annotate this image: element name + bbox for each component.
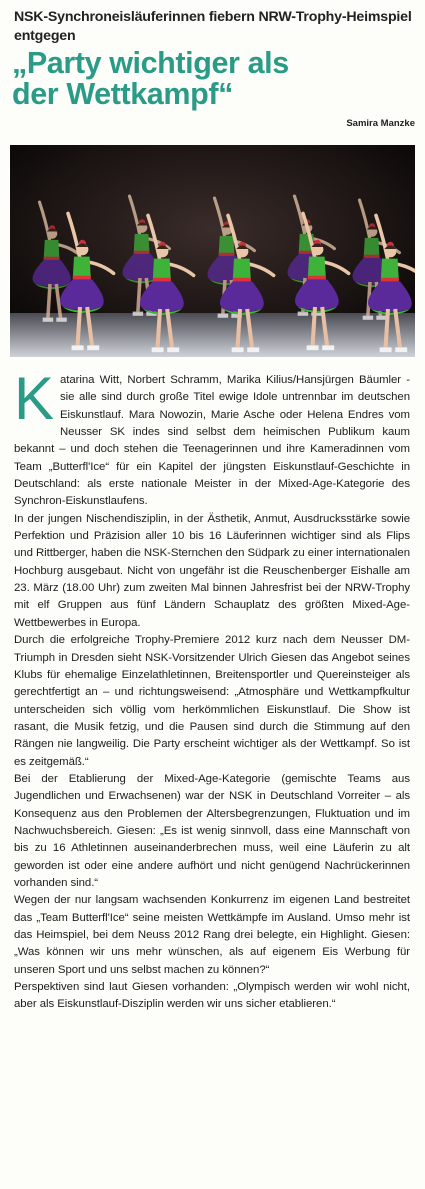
article-paragraph: Durch die erfolgreiche Trophy-Premiere 2012 kurz nach dem Neusser DM-Triumph in Dresden sieht NSK-Vorsitzender Ulrich Giesen das Angebot seines Klubs für ehemalige Einzelathletinnen, Breitensportler und Quereinsteiger als gerechtfertigt an – und richtungsweisend: „Atmosphäre und Wettkampfkultur unterscheiden sich völlig vom herkömmlichen Eiskunstlauf. Die Show ist rasant, die Musik fetzig, und die Pausen sind durch die Stimmung auf den Rängen nie langweilig. Die Party erscheint wichtiger als der Wettkampf. So ist es zeitgemäß.“ [14,634,410,768]
article-body [14,365,410,1014]
article-kicker: NSK-Synchroneisläuferinnen fiebern NRW-Trophy-Heimspiel entgegen [14,9,412,44]
article-paragraph: Perspektiven sind laut Giesen vorhanden: „Olympisch werden wir wohl nicht, aber als Eiskunstlauf-Disziplin werden wir uns sicher etablieren.“ [14,981,410,1011]
article-paragraph: Wegen der nur langsam wachsenden Konkurrenz im eigenen Land bestreitet das „Team Butterfl'Ice“ seine meisten Wettkämpfe im Ausland. Umso mehr ist das Heimspiel, bei dem Neuss 2012 Rang drei belegte, ein Highlight. Giesen: „Was können wir uns mehr wünschen, als auf eigenem Eis Werbung für unseren Sport und uns selbst machen zu können?“ [14,894,410,976]
article-paragraph: atarina Witt, Norbert Schramm, Marika Kilius/Hansjürgen Bäumler - sie alle sind durch große Titel ewige Idole untrennbar im deutschen Eiskunstlauf. Mara Nowozin, Marie Asche oder Helena Endres vom Neusser SK indes sind selbst dem heimischen Publikum kaum bekannt – und doch stehen die Teenagerinnen und ihre Kameradinnen vom Team „Butterfl'Ice“ für ein Kapitel der jüngsten Eiskunstlauf-Geschichte in Deutschland: als erste nationale Meister in der Mixed-Age-Kategorie des Synchron-Eiskunstlaufens. [14,374,410,508]
article-author: Samira Manzke [346,118,415,129]
drop-cap: K [14,365,54,432]
article-paragraph: In der jungen Nischendisziplin, in der Ästhetik, Anmut, Ausdrucksstärke sowie Perfektion und Präzision aller 10 bis 16 Läuferinnen wichtiger sind als Flips und Rittberger, haben die NSK-Sternchen den Südpark zu einer internationalen Hochburg ausgebaut. Nicht von ungefähr ist die Reuschenberger Eishalle am 23. März (18.00 Uhr) zum zweiten Mal binnen Jahresfrist bei der NRW-Trophy mit elf Gruppen aus fünf Ländern Schauplatz des größten Mixed-Age-Wettbewerbes in Europa. [14,512,410,629]
article-paragraph: Bei der Etablierung der Mixed-Age-Kategorie (gemischte Teams aus Jugendlichen und Erwachsenen) war der NSK in Deutschland Vorreiter – als Konsequenz aus den Problemen der Altersbegrenzungen, Fluktuation und im Nachwuchsbereich. Giesen: „Es ist wenig sinnvoll, dass eine Mannschaft von bis zu 16 Athletinnen auseinanderbrechen muss, weil eine Läuferin zu alt geworden ist oder eine andere aufhört und nicht genügend Nachrückerinnen vorhanden sind.“ [14,772,410,889]
skaters-photo [10,145,415,357]
article-headline: „Party wichtiger als der Wettkampf“ [12,46,289,111]
